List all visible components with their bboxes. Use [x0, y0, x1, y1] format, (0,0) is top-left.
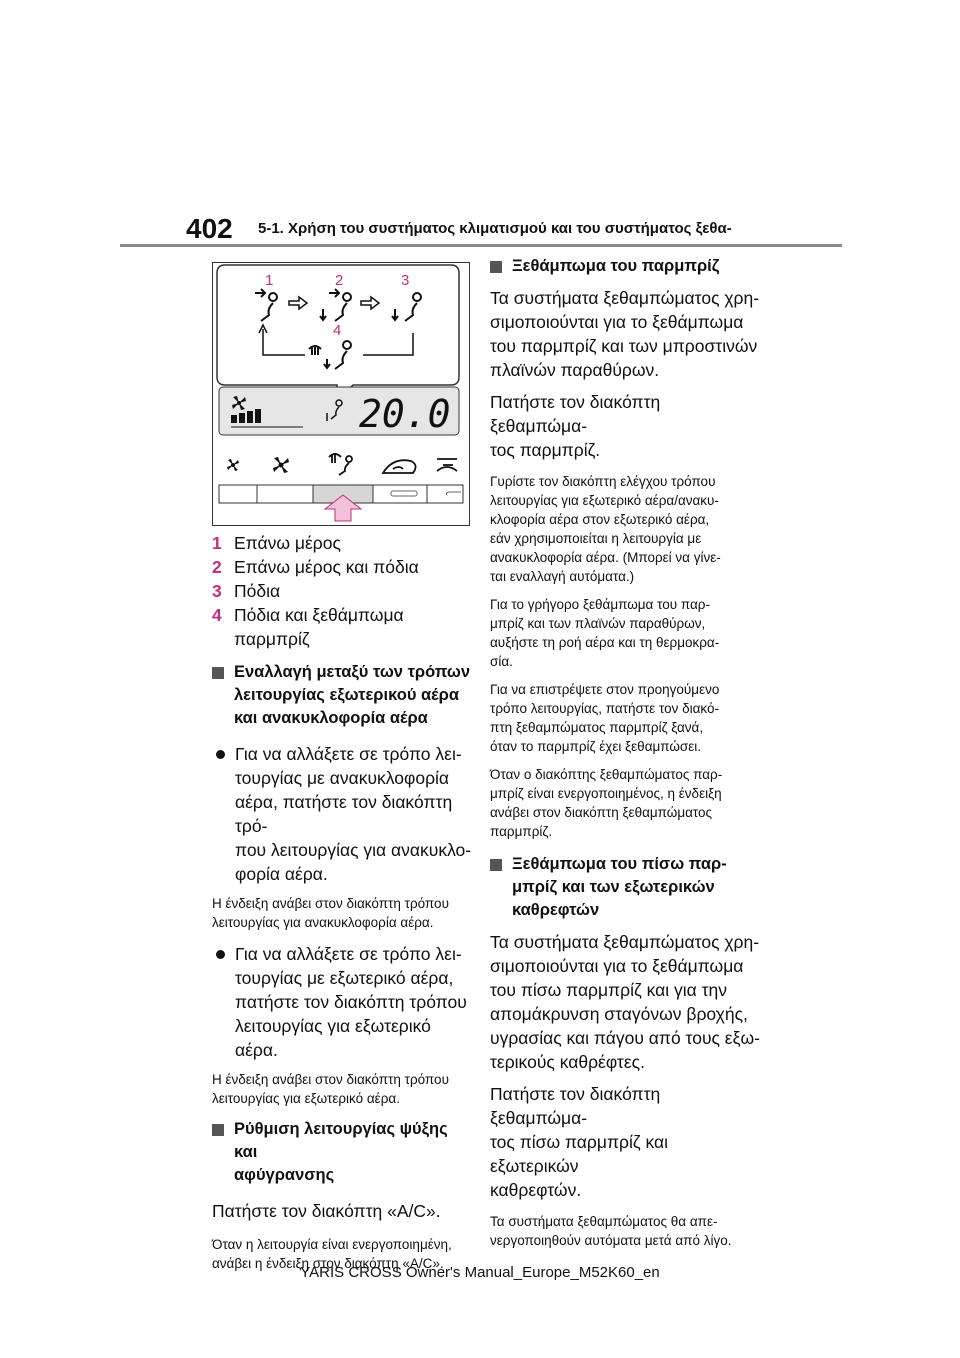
page-number: 402 — [186, 213, 233, 244]
note-text: Όταν η λειτουργία είναι ενεργοποιημένη, ανάβει η ένδειξη στον διακόπτη «A/C». — [212, 1237, 452, 1271]
legend-number: 3 — [212, 581, 222, 601]
recirculation-icon — [383, 460, 416, 473]
bullet-item: Για να αλλάξετε σε τρόπο λει- τουργίας με ανακυκλοφορία αέρα, πατήστε τον διακόπτη τρό- που λειτουργίας για ανακυκλο- φορία αέρα. — [212, 742, 474, 886]
legend-text: Πόδια — [234, 581, 281, 601]
legend-number: 1 — [212, 533, 222, 553]
display-temperature: 20.0 — [359, 392, 451, 436]
body-text: Πατήστε τον διακόπτη ξεθαμπώμα- τος πίσω παρμπρίζ και εξωτερικών καθρεφτών. — [490, 1084, 668, 1200]
square-bullet-icon — [490, 261, 502, 273]
section-heading: Ξεθάμπωμα του παρμπρίζ — [490, 255, 760, 278]
chapter-title: 5-1. Χρήση του συστήματος κλιματισμού και του συστήματος ξεθα- — [258, 220, 732, 237]
footer-text: YARIS CROSS Owner's Manual_Europe_M52K60_en — [300, 1264, 660, 1281]
outside-air-icon — [437, 459, 457, 471]
legend-text: Επάνω μέρος και πόδια — [234, 557, 419, 577]
note-text: Η ένδειξη ανάβει στον διακόπτη τρόπου λειτουργίας για εξωτερικό αέρα. — [212, 1072, 449, 1106]
legend-item — [212, 531, 474, 555]
note-text: Όταν ο διακόπτης ξεθαμπώματος παρ- μπρίζ είναι ενεργοποιημένος, η ένδειξη ανάβει στον διακόπτη ξεθαμπώματος παρμπρίζ. — [490, 767, 723, 839]
square-bullet-icon — [212, 667, 224, 679]
header-rule — [120, 244, 842, 247]
callout-1: 1 — [265, 272, 274, 289]
legend-number: 4 — [212, 605, 222, 625]
note-text: Γυρίστε τον διακόπτη ελέγχου τρόπου λειτουργίας για εξωτερικό αέρα/ανακυ- κλοφορία αέρα στον εξωτερικό αέρα, εάν χρησιμοποιείται η λειτουργία με ανακυκλοφορία αέρα. (Μπορεί να γίνε- ται εναλλαγή αυτόματα.) — [490, 474, 721, 584]
note-text: Τα συστήματα ξεθαμπώματος θα απε- νεργοποιηθούν αυτόματα μετά από λίγο. — [490, 1214, 732, 1248]
legend-text: Επάνω μέρος — [234, 533, 341, 553]
fan-icon — [227, 459, 239, 471]
square-bullet-icon — [212, 1124, 224, 1136]
legend-item — [212, 555, 474, 579]
square-bullet-icon — [490, 859, 502, 871]
note-text: Για το γρήγορο ξεθάμπωμα του παρ- μπρίζ και των πλαϊνών παραθύρων, αυξήστε τη ροή αέρα και τη θερμοκρα- σία. — [490, 597, 720, 669]
body-text: Τα συστήματα ξεθαμπώματος χρη- σιμοποιούνται για το ξεθάμπωμα του πίσω παρμπρίζ και για την απομάκρυνση σταγόνων βροχής, υγρασίας και πάγου από τους εξω- τερικούς καθρέφτες. — [490, 932, 760, 1072]
bullet-dot-icon — [216, 750, 225, 759]
note-text: Για να επιστρέψετε στον προηγούμενο τρόπο λειτουργίας, πατήστε τον διακό- πτη ξεθαμπώματος παρμπρίζ ξανά, όταν το παρμπρίζ έχει ξεθαμπώσει. — [490, 682, 720, 754]
climate-panel-figure — [212, 262, 470, 526]
legend-number: 2 — [212, 557, 222, 577]
section-heading: Ρύθμιση λειτουργίας ψύξης και αφύγρανσης — [212, 1118, 474, 1187]
body-text: Πατήστε τον διακόπτη «A/C». — [212, 1201, 441, 1221]
bullet-dot-icon — [216, 950, 225, 959]
legend-item — [212, 579, 474, 603]
body-text: Τα συστήματα ξεθαμπώματος χρη- σιμοποιούνται για το ξεθάμπωμα του παρμπρίζ και των μπροστινών πλαϊνών παραθύρων. — [490, 288, 760, 380]
callout-3: 3 — [401, 272, 410, 289]
legend-text: Πόδια και ξεθάμπωμα παρμπρίζ — [234, 605, 404, 649]
section-heading: Ξεθάμπωμα του πίσω παρ- μπρίζ και των εξωτερικών καθρεφτών — [490, 853, 760, 922]
note-text: Η ένδειξη ανάβει στον διακόπτη τρόπου λειτουργίας για ανακυκλοφορία αέρα. — [212, 896, 449, 930]
airflow-feet-defrost-icon — [329, 453, 352, 475]
legend-item — [212, 603, 474, 651]
callout-4: 4 — [333, 322, 342, 339]
callout-2: 2 — [335, 272, 344, 289]
fan-icon — [273, 457, 289, 473]
section-heading: Εναλλαγή μεταξύ των τρόπων λειτουργίας εξωτερικού αέρα και ανακυκλοφορία αέρα — [212, 661, 474, 730]
body-text: Πατήστε τον διακόπτη ξεθαμπώμα- τος παρμπρίζ. — [490, 392, 661, 460]
bullet-item: Για να αλλάξετε σε τρόπο λει- τουργίας με εξωτερικό αέρα, πατήστε τον διακόπτη τρόπου λειτουργίας για εξωτερικό αέρα. — [212, 942, 474, 1062]
